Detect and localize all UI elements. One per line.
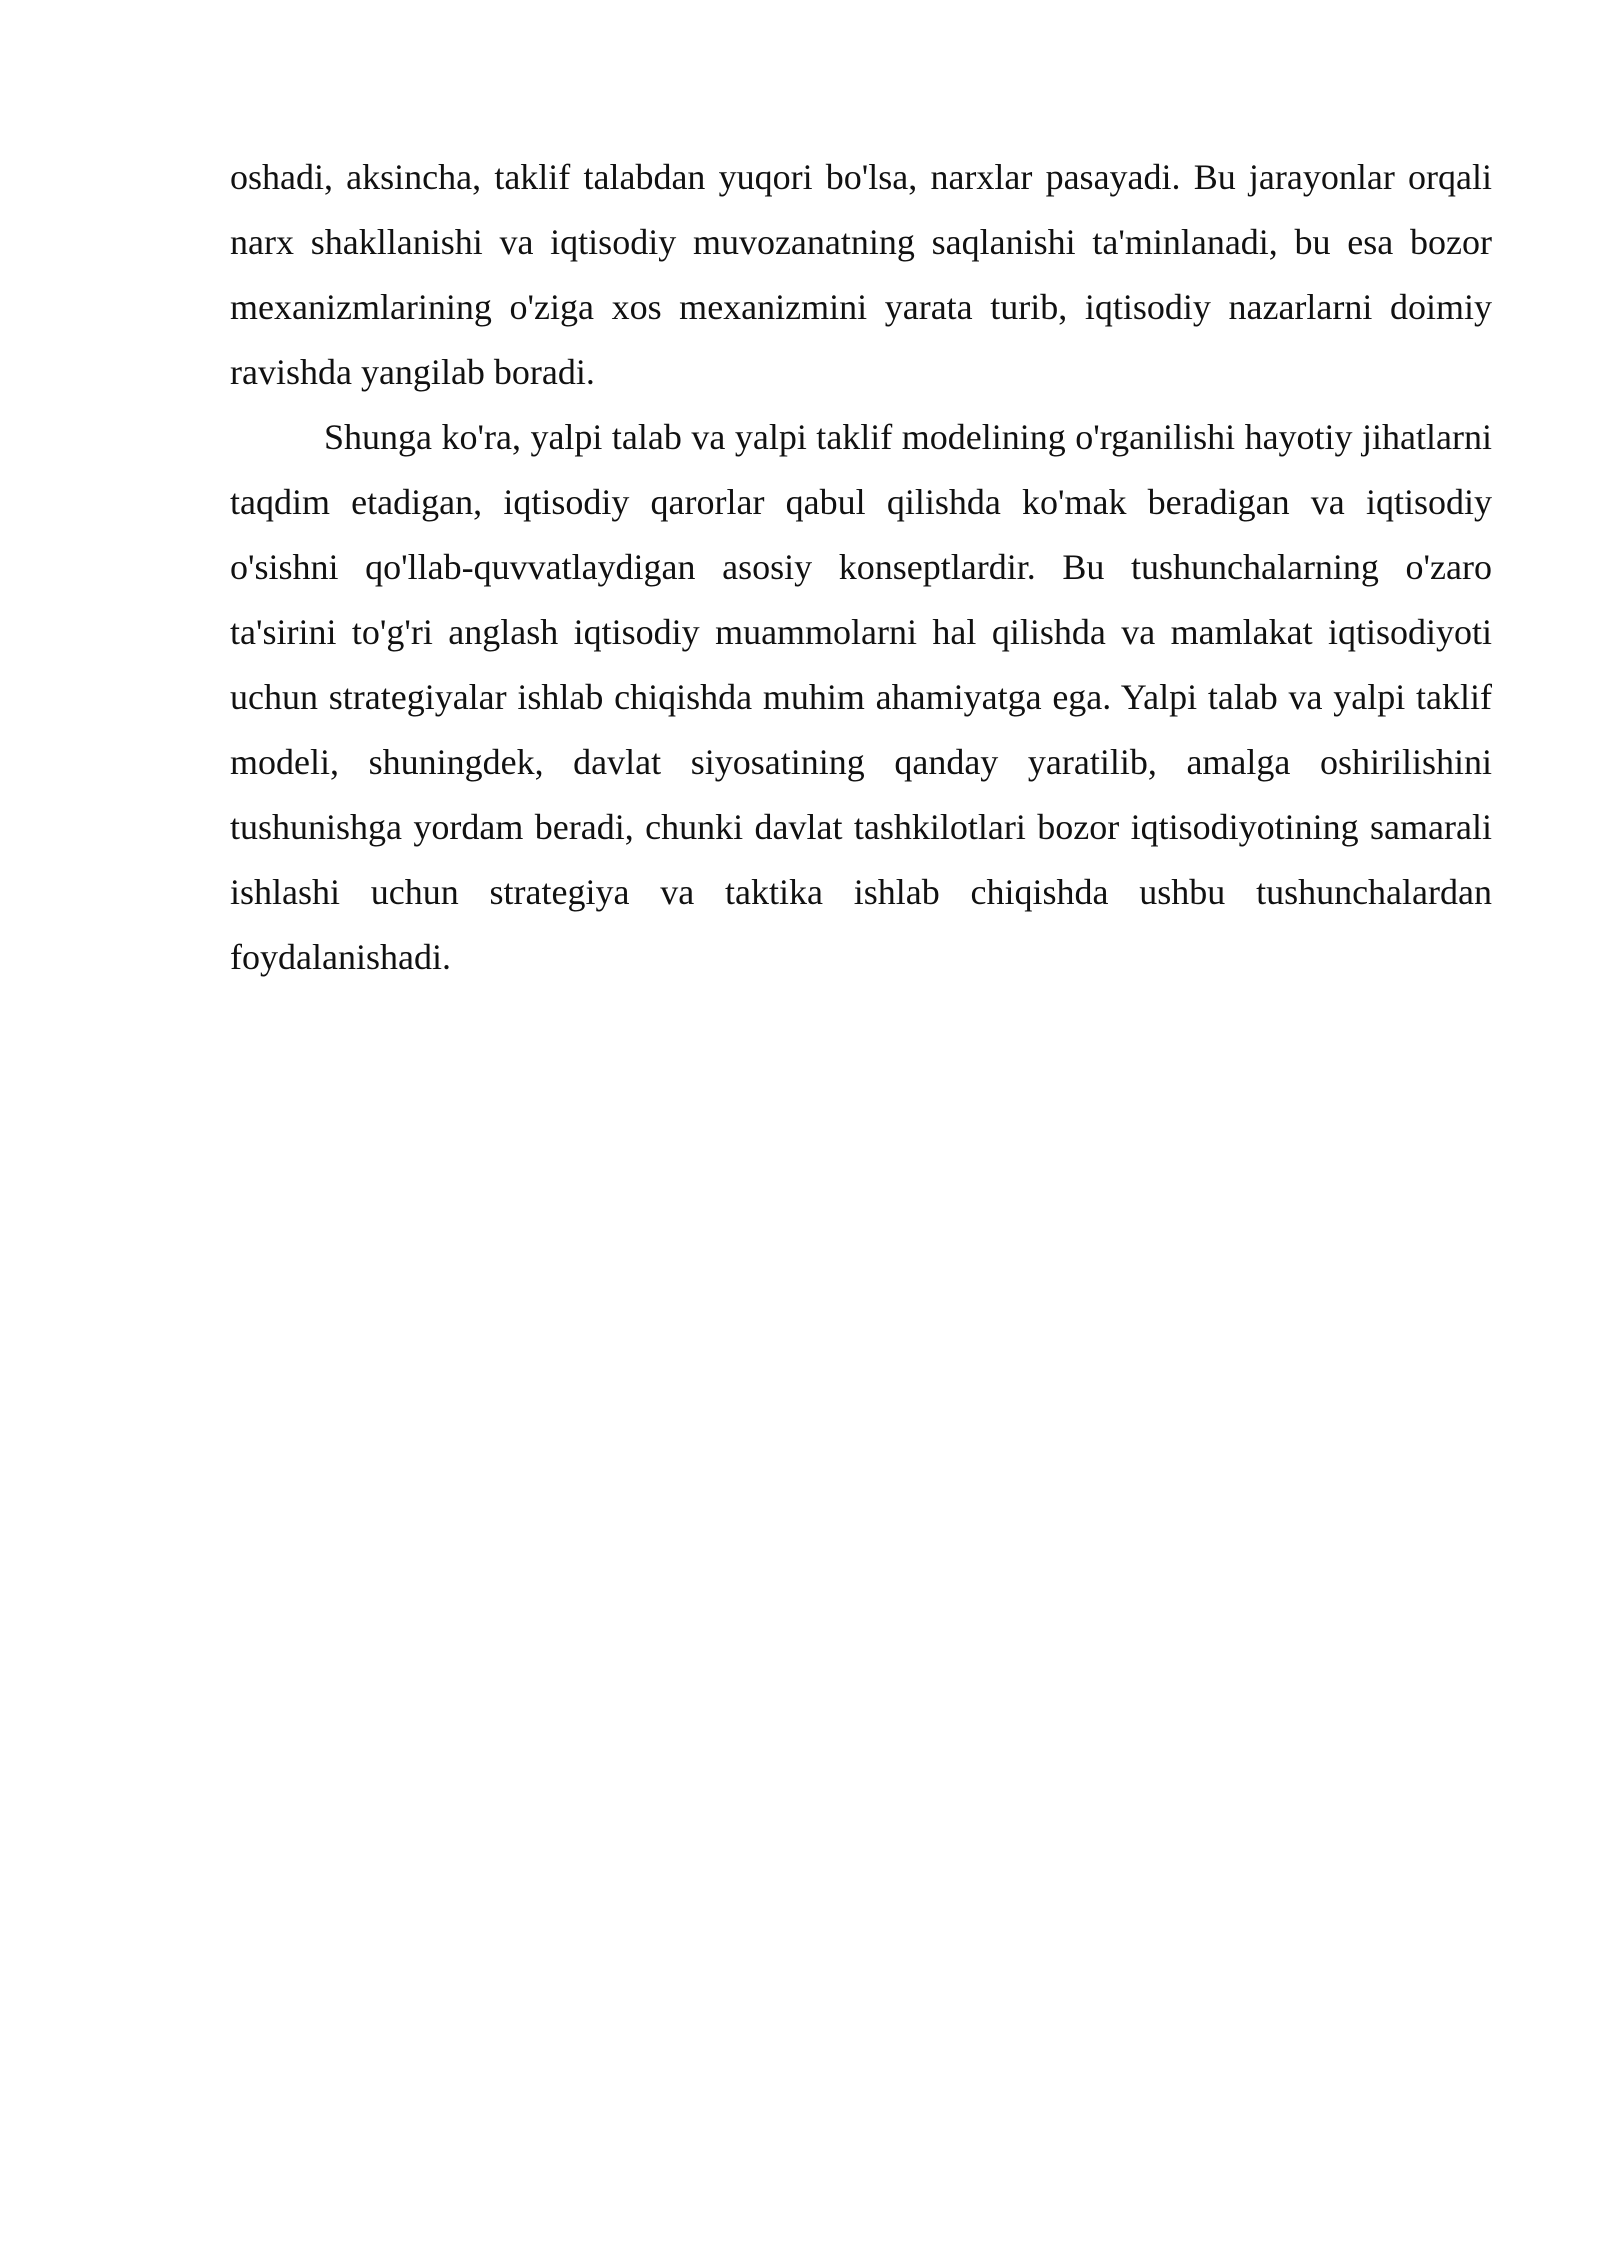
document-body [230, 145, 1492, 990]
paragraph-conclusion: Shunga ko'ra, yalpi talab va yalpi taklif modelining o'rganilishi hayotiy jihatlarni taqdim etadigan, iqtisodiy qarorlar qabul qilishda ko'mak beradigan va iqtisodiy o'sishni qo'llab-quvvatlaydigan asosiy konseptlardir. Bu tushunchalarning o'zaro ta'sirini to'g'ri anglash iqtisodiy muammolarni hal qilishda va mamlakat iqtisodiyoti uchun strategiyalar ishlab chiqishda muhim ahamiyatga ega. Yalpi talab va yalpi taklif modeli, shuningdek, davlat siyosatining qanday yaratilib, amalga oshirilishini tushunishga yordam beradi, chunki davlat tashkilotlari bozor iqtisodiyotining samarali ishlashi uchun strategiya va taktika ishlab chiqishda ushbu tushunchalardan foydalanishadi. [230, 417, 1492, 977]
paragraph-continuation: oshadi, aksincha, taklif talabdan yuqori bo'lsa, narxlar pasayadi. Bu jarayonlar orqali narx shakllanishi va iqtisodiy muvozanatning saqlanishi ta'minlanadi, bu esa bozor mexanizmlarining o'ziga xos mexanizmini yarata turib, iqtisodiy nazarlarni doimiy ravishda yangilab boradi. [230, 157, 1492, 392]
